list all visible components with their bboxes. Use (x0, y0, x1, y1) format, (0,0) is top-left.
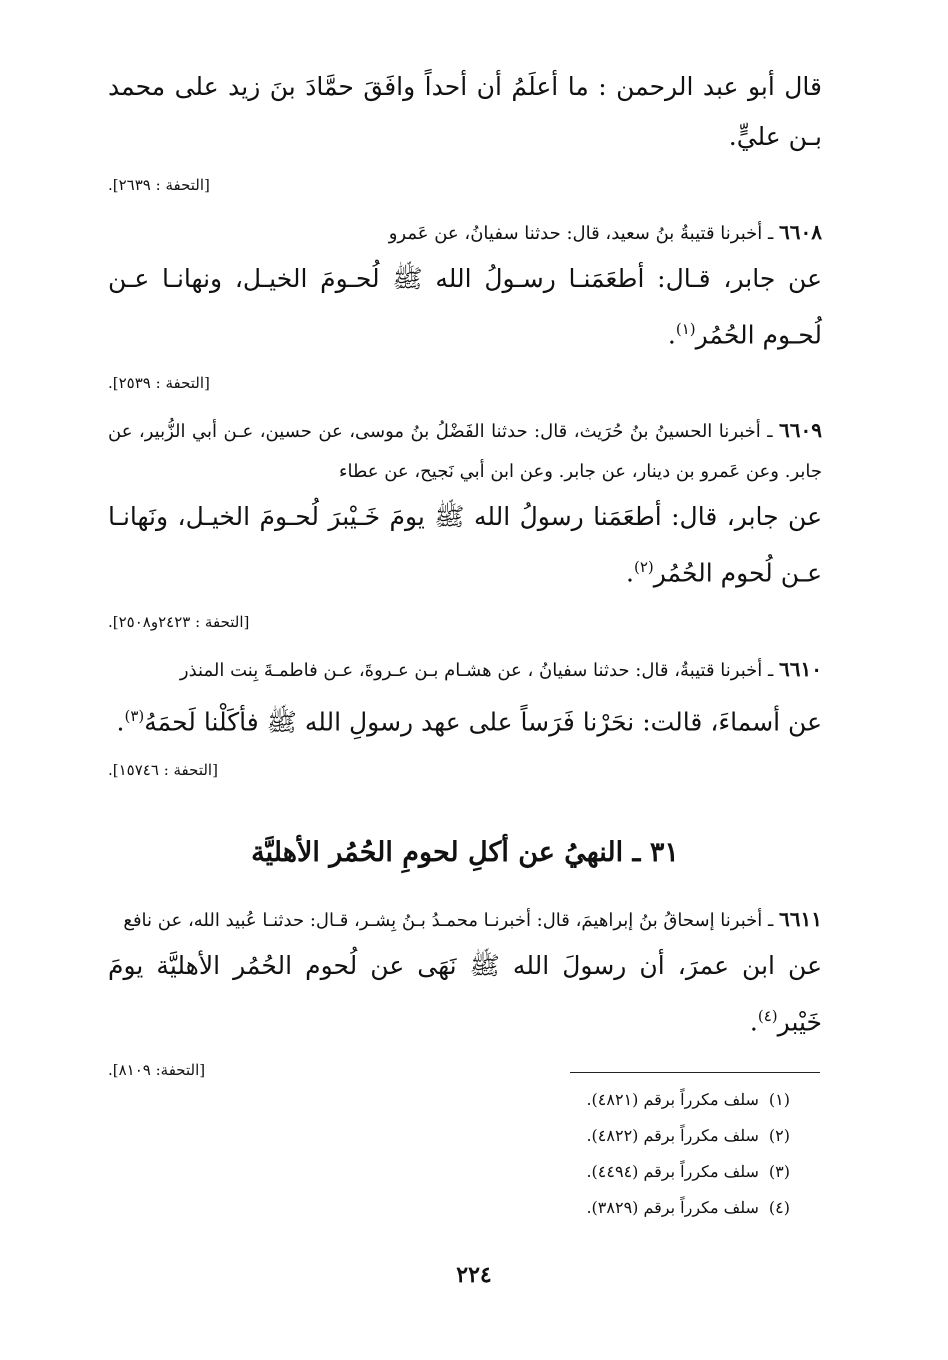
tuhfa-text: [التحفة : ٢٥٣٩]. (108, 374, 210, 393)
footnote-text: سلف مكرراً برقم (٤٤٩٤). (586, 1162, 759, 1181)
matn-end: . (749, 1007, 758, 1037)
matn-paragraph (108, 691, 822, 747)
tuhfa-reference (108, 747, 822, 797)
chapter-heading: ٣١ ـ النهيُ عن أكلِ لحومِ الحُمُر الأهليَّة (251, 836, 679, 868)
isnad-text: ـ أخبرنا الحسينُ بنُ حُرَيث، قال: حدثنا الفَضْلُ بنُ موسى، عن حسين، عـن أبي الزُّبير، عن جابر. وعن عَمرو بن دينار، عن جابر. وعن ابن أبي نَجيح، عن عطاء (108, 421, 822, 483)
footnote-item (586, 1154, 790, 1190)
tuhfa-reference (108, 360, 822, 410)
matn-end: . (626, 558, 634, 588)
isnad-paragraph (108, 212, 822, 254)
page-body (108, 62, 822, 1097)
matn-text: عن جابر، قال: أطعَمَنا رسولُ الله ﷺ يومَ خَـيْبرَ لُحـومَ الخيـل، ونَهانـا عـن لُحوم الحُمُر (108, 502, 822, 588)
matn-paragraph (108, 254, 822, 360)
footnote-ref[interactable]: (٤) (757, 1006, 778, 1025)
tuhfa-reference (108, 599, 822, 649)
footnote-text: سلف مكرراً برقم (٤٨٢١). (586, 1090, 759, 1109)
tuhfa-reference (108, 162, 822, 212)
footnote-ref[interactable]: (٢) (633, 558, 654, 577)
footnote-marker: (١) (768, 1090, 790, 1109)
tuhfa-text: [التحفة: ٨١٠٩]. (108, 1061, 206, 1080)
hadith-number: ٦٦١١ (779, 906, 822, 931)
footnotes-section (586, 1082, 790, 1226)
footnote-item (586, 1118, 790, 1154)
footnote-ref[interactable]: (١) (675, 320, 696, 338)
isnad-text: ـ أخبرنا قتيبةُ بنُ سعيد، قال: حدثنا سفيانُ، عن عَمرو (388, 223, 774, 244)
matn-text: عن ابن عمرَ، أن رسولَ الله ﷺ نَهَى عن لُحوم الحُمُر الأهليَّة يومَ خَيْبر (108, 950, 822, 1037)
matn-text: قال أبو عبد الرحمن : ما أعلَمُ أن أحداً وافَقَ حمَّادَ بنَ زيد على محمد بـن عليٍّ. (108, 72, 822, 151)
tuhfa-text: [التحفة : ١٥٧٤٦]. (108, 760, 218, 779)
footnote-marker: (٤) (768, 1198, 790, 1217)
footnote-item (586, 1082, 790, 1118)
footnote-ref[interactable]: (٣) (124, 706, 145, 725)
matn-paragraph (108, 941, 822, 1047)
hadith-number: ٦٦٠٨ (779, 220, 822, 244)
matn-paragraph (108, 492, 822, 598)
footnote-text: سلف مكرراً برقم (٣٨٢٩). (586, 1198, 759, 1217)
matn-end: . (116, 706, 125, 736)
footnote-item (586, 1190, 790, 1226)
matn-end: . (667, 320, 676, 350)
isnad-text: ـ أخبرنا إسحاقُ بنُ إبراهيمَ، قال: أخبرنـا محمـدُ بـنُ بِشـر، قـال: حدثنـا عُبيد الله، عن نافع (123, 909, 774, 931)
footnote-divider (570, 1072, 820, 1073)
isnad-paragraph (108, 410, 822, 492)
isnad-text: ـ أخبرنا قتيبةُ، قال: حدثنا سفيانُ ، عن هشـام بـن عـروةَ، عـن فاطمـةَ بِنت المنذر (179, 659, 774, 681)
footnote-marker: (٣) (768, 1162, 790, 1181)
hadith-number: ٦٦١٠ (779, 656, 822, 681)
isnad-paragraph (108, 649, 822, 691)
tuhfa-text: [التحفة : ٢٤٢٣و٢٥٠٨]. (108, 612, 250, 631)
matn-paragraph (108, 62, 822, 162)
isnad-paragraph (108, 899, 822, 941)
matn-text: عن أسماءَ، قالت: نحَرْنا فَرَساً على عهد رسولِ الله ﷺ فأكَلْنا لَحمَهُ (144, 706, 822, 736)
footnote-text: سلف مكرراً برقم (٤٨٢٢). (586, 1126, 759, 1145)
hadith-number: ٦٦٠٩ (779, 418, 822, 443)
footnote-marker: (٢) (768, 1126, 790, 1145)
page-number: ٢٢٤ (456, 1262, 492, 1288)
matn-text: عن جابر، قـال: أطعَمَنـا رسـولُ الله ﷺ لُحـومَ الخيـل، ونهانـا عـن لُحـوم الحُمُر (108, 264, 822, 350)
tuhfa-text: [التحفة : ٢٦٣٩]. (108, 176, 210, 194)
